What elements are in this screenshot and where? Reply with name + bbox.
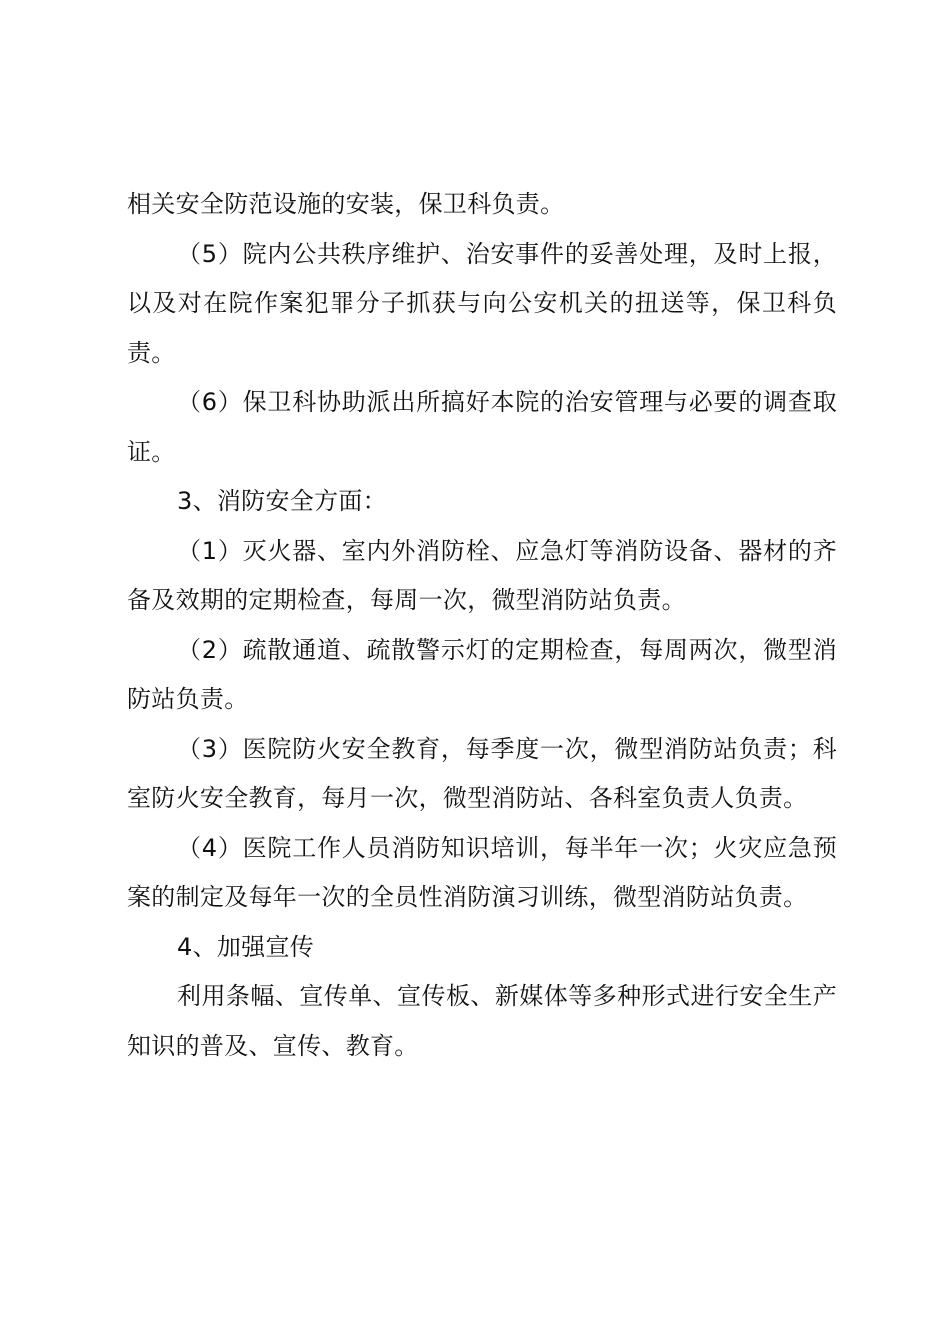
section-heading-fire-safety: 3、消防安全方面： xyxy=(177,487,387,515)
section-heading-publicity: 4、加强宣传 xyxy=(177,932,315,961)
paragraph-publicity-methods: 利用条幅、宣传单、宣传板、新媒体等多种形式进行安全生产知识的普及、宣传、教育。 xyxy=(127,982,837,1060)
paragraph-security-facilities: 相关安全防范设施的安装，保卫科负责。 xyxy=(127,190,565,218)
paragraph-item-3-fire-education: （3）医院防火安全教育，每季度一次，微型消防站负责；科室防火安全教育，每月一次，微型消防站、各科室负责人负责。 xyxy=(127,734,837,812)
paragraph-item-5-public-order: （5）院内公共秩序维护、治安事件的妥善处理，及时上报，以及对在院作案犯罪分子抓获与向公安机关的扭送等，保卫科负责。 xyxy=(127,239,837,367)
paragraph-item-2-evacuation: （2）疏散通道、疏散警示灯的定期检查，每周两次，微型消防站负责。 xyxy=(127,635,837,713)
paragraph-item-6-police-assist: （6）保卫科协助派出所搞好本院的治安管理与必要的调查取证。 xyxy=(127,388,837,466)
paragraph-item-4-staff-training: （4）医院工作人员消防知识培训，每半年一次；火灾应急预案的制定及每年一次的全员性消防演习训练，微型消防站负责。 xyxy=(127,833,837,911)
paragraph-item-1-fire-equipment: （1）灭火器、室内外消防栓、应急灯等消防设备、器材的齐备及效期的定期检查，每周一次，微型消防站负责。 xyxy=(127,536,837,614)
document-body xyxy=(127,180,837,1071)
